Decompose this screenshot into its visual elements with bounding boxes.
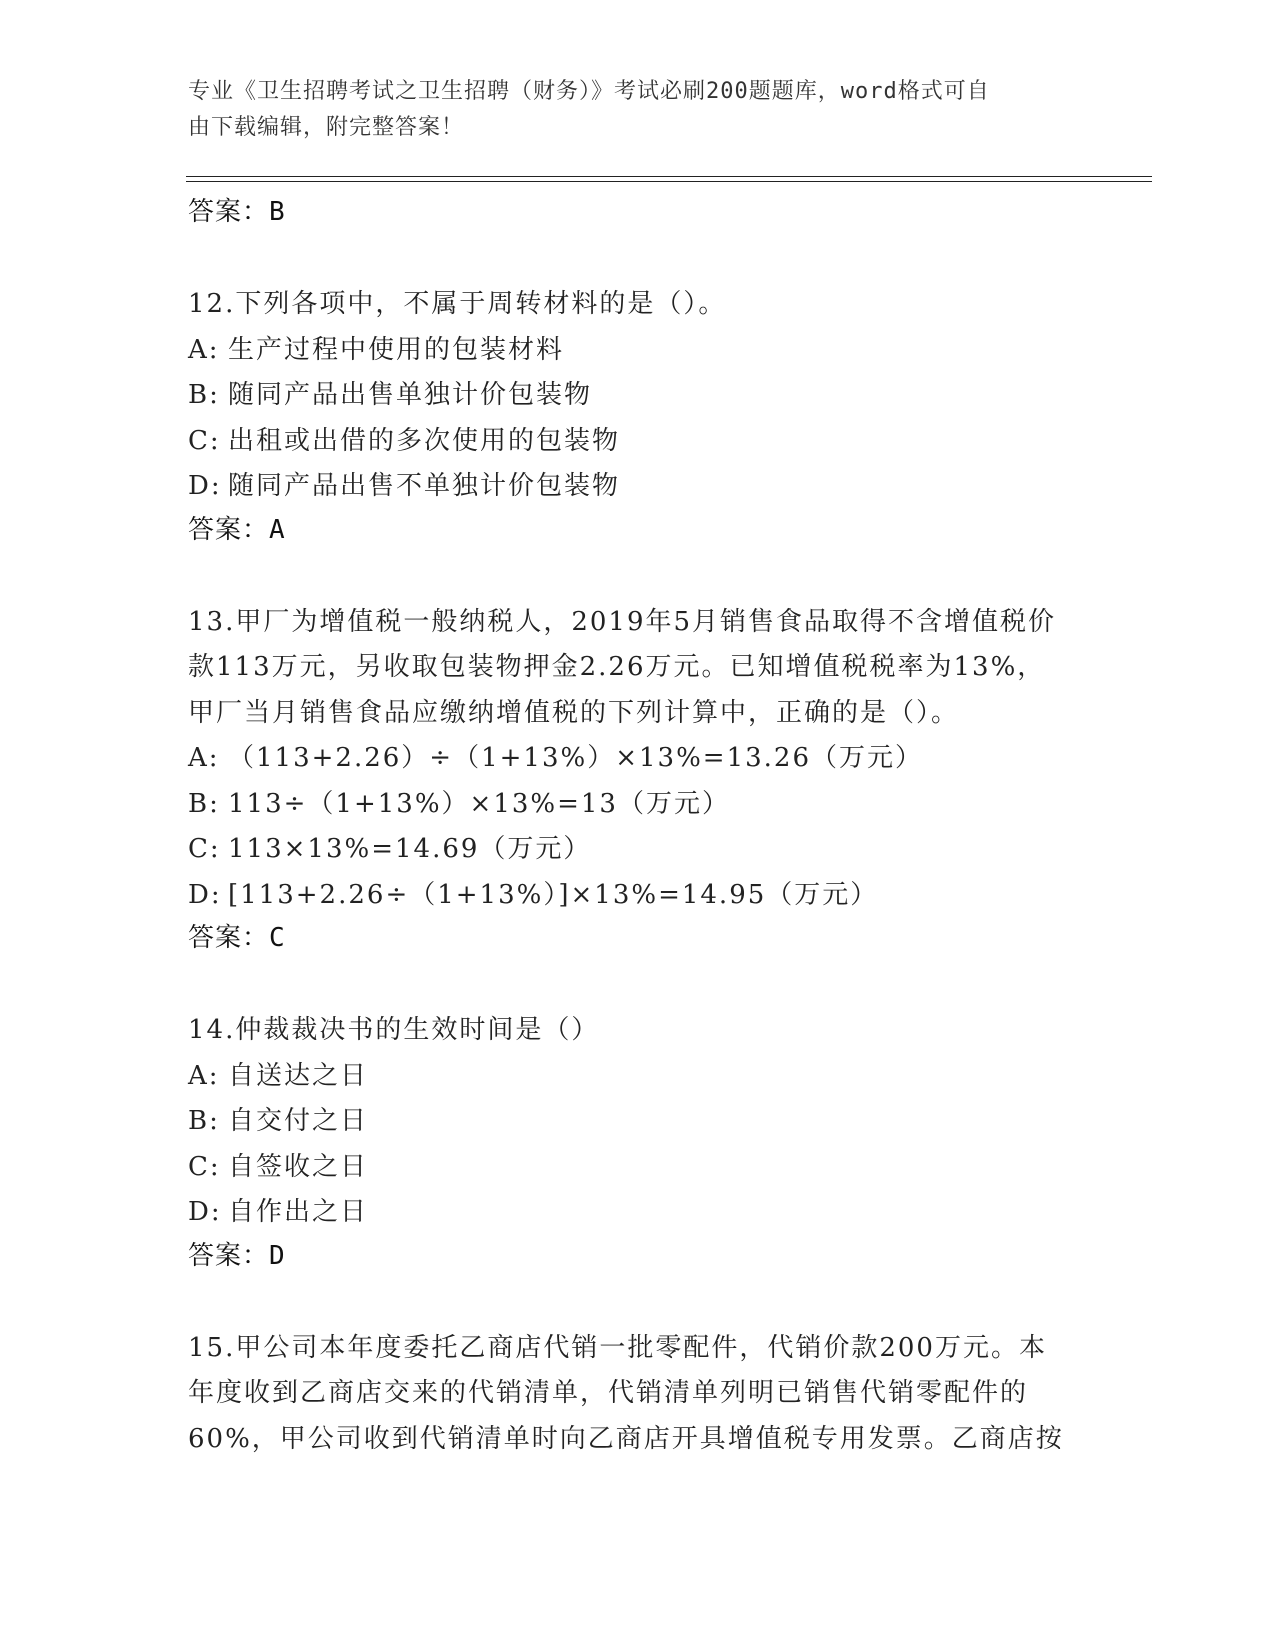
option-c bbox=[188, 827, 1088, 873]
question-stem: 60%，甲公司收到代销清单时向乙商店开具增值税专用发票。乙商店按 bbox=[188, 1423, 1064, 1454]
option-letter: A: bbox=[188, 334, 220, 365]
option-d bbox=[188, 464, 1088, 510]
option-b bbox=[188, 782, 1088, 828]
answer-line: 答案：A bbox=[188, 514, 286, 545]
header-line: 由下载编辑，附完整答案！ bbox=[188, 115, 465, 140]
option-text: 自交付之日 bbox=[228, 1106, 369, 1136]
option-a bbox=[188, 1054, 1088, 1100]
option-d bbox=[188, 1190, 1088, 1236]
header-line: 专业《卫生招聘考试之卫生招聘（财务）》考试必刷200题题库，word格式可自 bbox=[188, 79, 990, 104]
option-letter: C: bbox=[188, 1151, 221, 1182]
option-text: 自送达之日 bbox=[228, 1060, 369, 1091]
question-stem: 13.甲厂为增值税一般纳税人，2019年5月销售食品取得不含增值税价 bbox=[188, 606, 1057, 637]
option-text: 113×13%=14.69（万元） bbox=[228, 834, 592, 864]
option-text: [113+2.26÷（1+13%）]×13%=14.95（万元） bbox=[228, 879, 879, 910]
page-header bbox=[188, 74, 1068, 146]
option-letter: D: bbox=[188, 879, 222, 910]
answer-line: 答案：B bbox=[188, 197, 286, 227]
answer-line: 答案：C bbox=[188, 923, 286, 953]
option-letter: A: bbox=[188, 1060, 220, 1091]
option-text: 随同产品出售不单独计价包装物 bbox=[228, 471, 621, 501]
question-stem: 年度收到乙商店交来的代销清单，代销清单列明已销售代销零配件的 bbox=[188, 1378, 1029, 1408]
option-text: （113+2.26）÷（1+13%）×13%=13.26（万元） bbox=[228, 743, 923, 773]
option-b bbox=[188, 1099, 1088, 1145]
option-letter: C: bbox=[188, 425, 221, 456]
question-stem: 款113万元，另收取包装物押金2.26万元。已知增值税税率为13%， bbox=[188, 652, 1046, 682]
option-a bbox=[188, 736, 1088, 782]
option-text: 出租或出借的多次使用的包装物 bbox=[228, 425, 621, 456]
option-letter: D: bbox=[188, 471, 222, 501]
option-text: 随同产品出售单独计价包装物 bbox=[228, 380, 593, 410]
question-14 bbox=[188, 1008, 1088, 1282]
question-12 bbox=[188, 282, 1088, 556]
option-a bbox=[188, 328, 1088, 374]
option-text: 自作出之日 bbox=[228, 1197, 369, 1227]
option-letter: B: bbox=[188, 788, 220, 819]
option-text: 生产过程中使用的包装材料 bbox=[228, 334, 565, 365]
option-letter: D: bbox=[188, 1197, 222, 1227]
option-letter: C: bbox=[188, 834, 221, 864]
option-text: 113÷（1+13%）×13%=13（万元） bbox=[228, 788, 730, 819]
option-letter: B: bbox=[188, 1106, 220, 1136]
option-c bbox=[188, 1145, 1088, 1191]
answer-line: 答案：D bbox=[188, 1240, 286, 1271]
header-divider bbox=[186, 176, 1152, 177]
question-13 bbox=[188, 600, 1088, 965]
question-stem: 12.下列各项中，不属于周转材料的是（）。 bbox=[188, 289, 727, 319]
question-stem: 14.仲裁裁决书的生效时间是（） bbox=[188, 1015, 600, 1045]
question-stem: 甲厂当月销售食品应缴纳增值税的下列计算中，正确的是（）。 bbox=[188, 697, 960, 728]
option-b bbox=[188, 373, 1088, 419]
question-stem: 15.甲公司本年度委托乙商店代销一批零配件，代销价款200万元。本 bbox=[188, 1332, 1047, 1363]
question-list bbox=[188, 192, 1088, 1462]
option-text: 自签收之日 bbox=[228, 1151, 369, 1182]
option-c bbox=[188, 419, 1088, 465]
option-letter: B: bbox=[188, 380, 220, 410]
option-letter: A: bbox=[188, 743, 220, 773]
question-15 bbox=[188, 1326, 1088, 1463]
option-d bbox=[188, 873, 1088, 919]
header-divider bbox=[186, 181, 1152, 182]
